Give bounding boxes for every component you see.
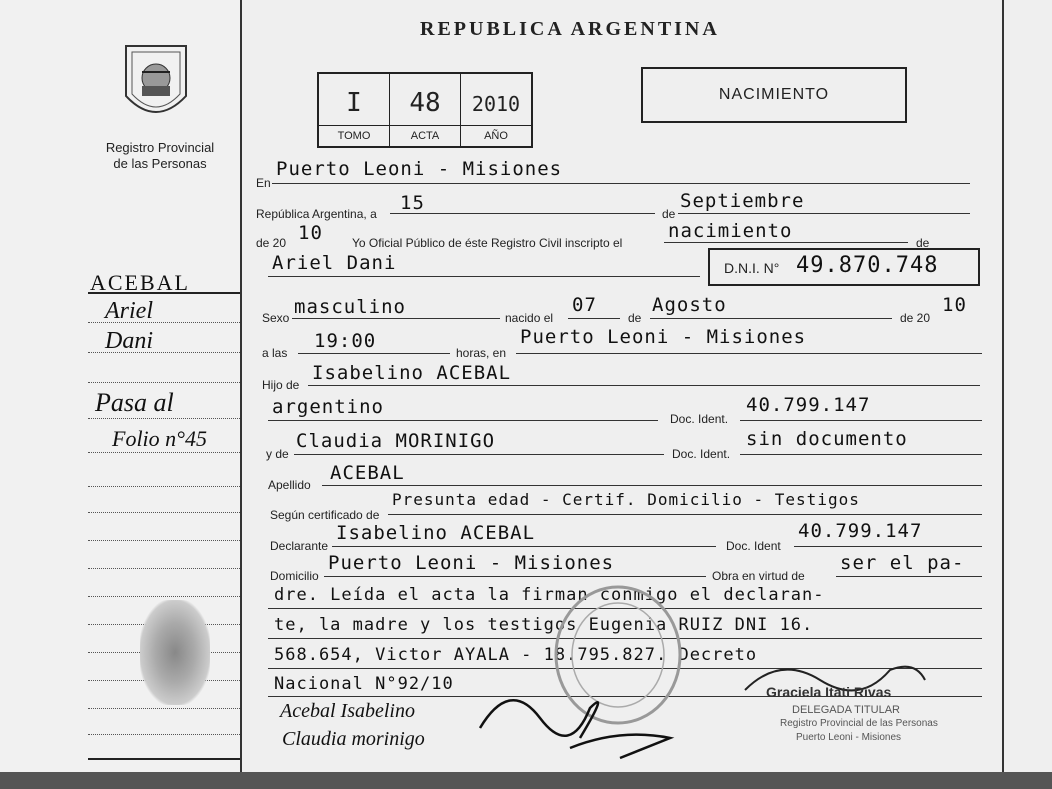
dni-label: D.N.I. N° [724,260,780,276]
fingerprint-image [140,600,210,705]
certificado-label: Según certificado de [270,508,380,522]
father-doc-value: 40.799.147 [746,394,871,416]
sexo-label: Sexo [262,311,290,325]
birth-year-value: 10 [942,294,967,316]
domicilio-label: Domicilio [270,569,319,583]
mother-value: Claudia MORINIGO [296,430,496,452]
horas-label: horas, en [456,346,507,360]
acta-cell [390,74,461,146]
birth-place-value: Puerto Leoni - Misiones [520,326,807,348]
page-bottom-edge [0,772,1052,789]
republica-label: República Argentina, a [256,207,377,221]
declarante-value: Isabelino ACEBAL [336,522,536,544]
body-text-line-2: te, la madre y los testigos Eugenia RUIZ DNI 16. [274,615,814,635]
y-de-label: y de [266,447,289,461]
dni-box [708,248,980,286]
left-margin-column [0,0,242,789]
provincial-seal-icon [118,36,194,128]
certificado-value: Presunta edad - Certif. Domicilio - Testigos [392,490,860,509]
father-value: Isabelino ACEBAL [312,362,512,384]
de-label-3: de [628,311,642,325]
year-prefix-label: de 20 [256,236,287,250]
official-signature-scribble [470,668,690,764]
anio-cell [461,74,531,146]
domicilio-value: Puerto Leoni - Misiones [328,552,615,574]
tomo-label: TOMO [319,125,389,146]
stamp-place: Puerto Leoni - Misiones [796,732,902,743]
body-text-line-3: 568.654, Victor AYALA - 18.795.827. Decreto [274,645,758,665]
tomo-value: I [346,88,362,118]
birth-day-value: 07 [572,294,597,316]
tomo-cell [319,74,390,146]
oficial-text: Yo Oficial Público de éste Registro Civil inscripto el [352,236,623,250]
apellido-value: ACEBAL [330,462,405,484]
acta-label: ACTA [390,125,460,146]
year-label-2: de 20 [900,311,931,325]
sexo-value: masculino [294,296,406,318]
de-label: de [662,207,676,221]
event-value: nacimiento [668,220,793,242]
en-value: Puerto Leoni - Misiones [276,158,563,180]
acta-value: 48 [409,88,441,118]
margin-note-1: Pasa al [95,388,174,417]
margin-given-name-2: Dani [105,328,153,354]
registry-number-box [317,72,533,148]
obra-label: Obra en virtud de [712,569,805,583]
declarante-doc-value: 40.799.147 [798,520,923,542]
anio-label: AÑO [461,125,531,146]
anio-value: 2010 [471,92,521,116]
year-value: 10 [298,222,323,244]
org-line-2: de las Personas [113,156,207,171]
apellido-label: Apellido [268,478,311,492]
margin-note-2: Folio n°45 [112,426,207,451]
signature-mother: Claudia morinigo [282,728,425,750]
father-nationality-value: argentino [272,396,384,418]
stamp-org: Registro Provincial de las Personas [780,718,938,729]
margin-surname: ACEBAL [90,270,190,295]
signature-father: Acebal Isabelino [280,700,415,722]
child-name-value: Ariel Dani [272,252,397,274]
mother-doc-value: sin documento [746,428,908,450]
obra-value: ser el pa- [840,552,965,574]
stamp-role: DELEGADA TITULAR [792,704,900,716]
month-value: Septiembre [680,190,805,212]
hijo-label: Hijo de [262,378,300,392]
day-value: 15 [400,192,425,214]
body-text-line-1: dre. Leída el acta la firman conmigo el declaran- [274,585,825,605]
org-line-1: Registro Provincial [105,140,215,155]
dni-value: 49.870.748 [796,253,939,278]
doc-ident-label-2: Doc. Ident. [672,447,731,461]
document-title: REPUBLICA ARGENTINA [420,18,720,40]
certificate-type-box: NACIMIENTO [641,67,907,123]
birth-month-value: Agosto [652,294,727,316]
doc-ident-label-3: Doc. Ident [726,539,781,553]
declarante-label: Declarante [270,539,329,553]
body-text-line-4: Nacional N°92/10 [274,674,454,694]
doc-ident-label-1: Doc. Ident. [670,412,729,426]
en-label: En [256,176,271,190]
hora-label: a las [262,346,288,360]
stamp-name: Graciela Itati Rivas [766,684,892,700]
registry-org-name [70,140,250,172]
registrar-signature-scribble [740,650,930,710]
margin-given-name-1: Ariel [105,298,153,324]
de-label-2: de [916,236,930,250]
nacido-label: nacido el [505,311,554,325]
hora-value: 19:00 [314,330,377,352]
